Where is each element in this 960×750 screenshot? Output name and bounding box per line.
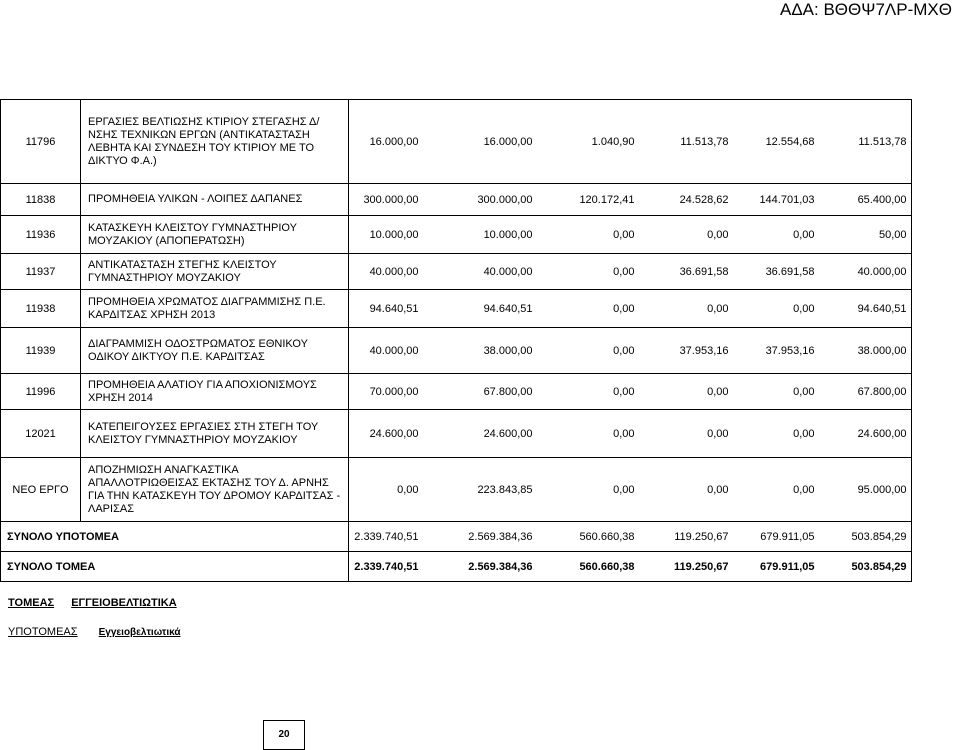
total-label: ΣΥΝΟΛΟ ΥΠΟΤΟΜΕΑ — [1, 522, 349, 552]
sector-label: ΤΟΜΕΑΣ — [8, 597, 55, 609]
description-cell: ΑΠΟΖΗΜΙΩΣΗ ΑΝΑΓΚΑΣΤΙΚΑ ΑΠΑΛΛΟΤΡΙΩΘΕΙΣΑΣ ΕΚΤΑΣΗΣ ΤΟΥ Δ. ΑΡΝΗΣ ΓΙΑ ΤΗΝ ΚΑΤΑΣΚΕΥΗ ΤΟΥ ΔΡΟΜΟΥ ΚΑΡΔΙΤΣΑΣ - ΛΑΡΙΣΑΣ — [81, 458, 349, 522]
value-0: 0,00 — [397, 483, 419, 496]
table-row — [1, 184, 912, 216]
total-label: ΣΥΝΟΛΟ ΤΟΜΕΑ — [1, 552, 349, 582]
value-0: 300.000,00 — [363, 193, 419, 206]
value-4: 0,00 — [793, 302, 815, 315]
code-cell: 11938 — [1, 290, 81, 328]
subsector-line — [8, 626, 181, 638]
value-3: 0,00 — [707, 302, 729, 315]
code-cell: ΝΕΟ ΕΡΓΟ — [1, 458, 81, 522]
value-0: 16.000,00 — [369, 135, 419, 148]
subsector-value: Εγγειοβελτιωτικά — [98, 627, 181, 638]
table-row — [1, 254, 912, 290]
value-5: 65.400,00 — [857, 193, 907, 206]
value-4: 0,00 — [793, 385, 815, 398]
value-4: 144.701,03 — [759, 193, 815, 206]
values-cell — [349, 374, 912, 410]
value-4: 36.691,58 — [765, 265, 815, 278]
table-row — [1, 100, 912, 184]
ada-header: ΑΔΑ: ΒΘΘΨ7ΛΡ-ΜΧΘ — [779, 0, 952, 19]
code-cell: 11996 — [1, 374, 81, 410]
value-1: 24.600,00 — [483, 427, 533, 440]
value-3: 119.250,67 — [674, 560, 729, 573]
values-cell — [349, 216, 912, 254]
value-5: 24.600,00 — [857, 427, 907, 440]
value-4: 0,00 — [793, 427, 815, 440]
page-number: 20 — [263, 720, 305, 750]
subsector-label: ΥΠΟΤΟΜΕΑΣ — [8, 626, 78, 638]
value-3: 37.953,16 — [679, 344, 729, 357]
value-1: 67.800,00 — [483, 385, 533, 398]
table-row — [1, 374, 912, 410]
value-5: 40.000,00 — [857, 265, 907, 278]
value-0: 40.000,00 — [369, 265, 419, 278]
table-row — [1, 410, 912, 458]
value-4: 37.953,16 — [765, 344, 815, 357]
value-3: 36.691,58 — [679, 265, 729, 278]
code-cell: 11939 — [1, 328, 81, 374]
value-2: 0,00 — [613, 483, 635, 496]
description-cell: ΚΑΤΕΠΕΙΓΟΥΣΕΣ ΕΡΓΑΣΙΕΣ ΣΤΗ ΣΤΕΓΗ ΤΟΥ ΚΛΕΙΣΤΟΥ ΓΥΜΝΑΣΤΗΡΙΟΥ ΜΟΥΖΑΚΙΟΥ — [81, 410, 349, 458]
values-cell — [349, 290, 912, 328]
description-cell: ΑΝΤΙΚΑΤΑΣΤΑΣΗ ΣΤΕΓΗΣ ΚΛΕΙΣΤΟΥ ΓΥΜΝΑΣΤΗΡΙΟΥ ΜΟΥΖΑΚΙΟΥ — [81, 254, 349, 290]
sector-line — [8, 597, 177, 609]
value-2: 0,00 — [613, 228, 635, 241]
value-3: 0,00 — [707, 483, 729, 496]
value-0: 94.640,51 — [369, 302, 419, 315]
total-row — [1, 552, 912, 582]
value-4: 12.554,68 — [765, 135, 815, 148]
values-cell — [349, 254, 912, 290]
value-0: 10.000,00 — [369, 228, 419, 241]
value-1: 2.569.384,36 — [468, 530, 533, 543]
value-1: 94.640,51 — [483, 302, 533, 315]
value-0: 40.000,00 — [369, 344, 419, 357]
value-1: 2.569.384,36 — [468, 560, 533, 573]
value-1: 223.843,85 — [477, 483, 533, 496]
value-1: 300.000,00 — [477, 193, 533, 206]
value-2: 560.660,38 — [579, 560, 635, 573]
code-cell: 11937 — [1, 254, 81, 290]
value-3: 119.250,67 — [674, 530, 729, 543]
total-row — [1, 522, 912, 552]
value-5: 38.000,00 — [857, 344, 907, 357]
value-5: 50,00 — [878, 228, 907, 241]
value-2: 0,00 — [613, 344, 635, 357]
value-1: 38.000,00 — [483, 344, 533, 357]
description-cell: ΠΡΟΜΗΘΕΙΑ ΥΛΙΚΩΝ - ΛΟΙΠΕΣ ΔΑΠΑΝΕΣ — [81, 184, 349, 216]
value-3: 0,00 — [707, 228, 729, 241]
value-2: 120.172,41 — [579, 193, 635, 206]
description-cell: ΠΡΟΜΗΘΕΙΑ ΧΡΩΜΑΤΟΣ ΔΙΑΓΡΑΜΜΙΣΗΣ Π.Ε. ΚΑΡΔΙΤΣΑΣ ΧΡΗΣΗ 2013 — [81, 290, 349, 328]
code-cell: 11796 — [1, 100, 81, 184]
value-0: 24.600,00 — [369, 427, 419, 440]
values-cell — [349, 100, 912, 184]
values-cell — [349, 522, 912, 552]
value-2: 560.660,38 — [579, 530, 635, 543]
value-2: 0,00 — [613, 427, 635, 440]
value-5: 67.800,00 — [857, 385, 907, 398]
value-1: 16.000,00 — [483, 135, 533, 148]
value-3: 0,00 — [707, 427, 729, 440]
value-5: 503.854,29 — [851, 560, 907, 573]
budget-table — [0, 99, 912, 582]
table-row — [1, 458, 912, 522]
description-cell: ΔΙΑΓΡΑΜΜΙΣΗ ΟΔΟΣΤΡΩΜΑΤΟΣ ΕΘΝΙΚΟΥ ΟΔΙΚΟΥ ΔΙΚΤΥΟΥ Π.Ε. ΚΑΡΔΙΤΣΑΣ — [81, 328, 349, 374]
code-cell: 11936 — [1, 216, 81, 254]
value-0: 2.339.740,51 — [354, 560, 419, 573]
values-cell — [349, 410, 912, 458]
values-cell — [349, 552, 912, 582]
value-3: 0,00 — [707, 385, 729, 398]
value-0: 2.339.740,51 — [354, 530, 419, 543]
value-3: 11.513,78 — [680, 135, 729, 148]
value-5: 94.640,51 — [857, 302, 907, 315]
values-cell — [349, 458, 912, 522]
table-row — [1, 216, 912, 254]
value-5: 95.000,00 — [857, 483, 907, 496]
value-1: 10.000,00 — [483, 228, 533, 241]
table-row — [1, 328, 912, 374]
value-4: 0,00 — [793, 228, 815, 241]
description-cell: ΠΡΟΜΗΘΕΙΑ ΑΛΑΤΙΟΥ ΓΙΑ ΑΠΟΧΙΟΝΙΣΜΟΥΣ ΧΡΗΣΗ 2014 — [81, 374, 349, 410]
value-5: 11.513,78 — [858, 135, 907, 148]
value-5: 503.854,29 — [851, 530, 907, 543]
value-2: 1.040,90 — [591, 135, 635, 148]
value-0: 70.000,00 — [369, 385, 419, 398]
value-2: 0,00 — [613, 302, 635, 315]
value-4: 0,00 — [793, 483, 815, 496]
value-2: 0,00 — [613, 385, 635, 398]
code-cell: 12021 — [1, 410, 81, 458]
values-cell — [349, 328, 912, 374]
table-row — [1, 290, 912, 328]
description-cell: ΕΡΓΑΣΙΕΣ ΒΕΛΤΙΩΣΗΣ ΚΤΙΡΙΟΥ ΣΤΕΓΑΣΗΣ Δ/ΝΣΗΣ ΤΕΧΝΙΚΩΝ ΕΡΓΩΝ (ΑΝΤΙΚΑΤΑΣΤΑΣΗ ΛΕΒΗΤΑ ΚΑΙ ΣΥΝΔΕΣΗ ΤΟΥ ΚΤΙΡΙΟΥ ΜΕ ΤΟ ΔΙΚΤΥΟ Φ.Α.) — [81, 100, 349, 184]
value-4: 679.911,05 — [760, 560, 815, 573]
value-4: 679.911,05 — [760, 530, 815, 543]
description-cell: ΚΑΤΑΣΚΕΥΗ ΚΛΕΙΣΤΟΥ ΓΥΜΝΑΣΤΗΡΙΟΥ ΜΟΥΖΑΚΙΟΥ (ΑΠΟΠΕΡΑΤΩΣΗ) — [81, 216, 349, 254]
sector-value: ΕΓΓΕΙΟΒΕΛΤΙΩΤΙΚΑ — [71, 597, 177, 609]
value-1: 40.000,00 — [483, 265, 533, 278]
value-2: 0,00 — [613, 265, 635, 278]
value-3: 24.528,62 — [679, 193, 729, 206]
code-cell: 11838 — [1, 184, 81, 216]
values-cell — [349, 184, 912, 216]
